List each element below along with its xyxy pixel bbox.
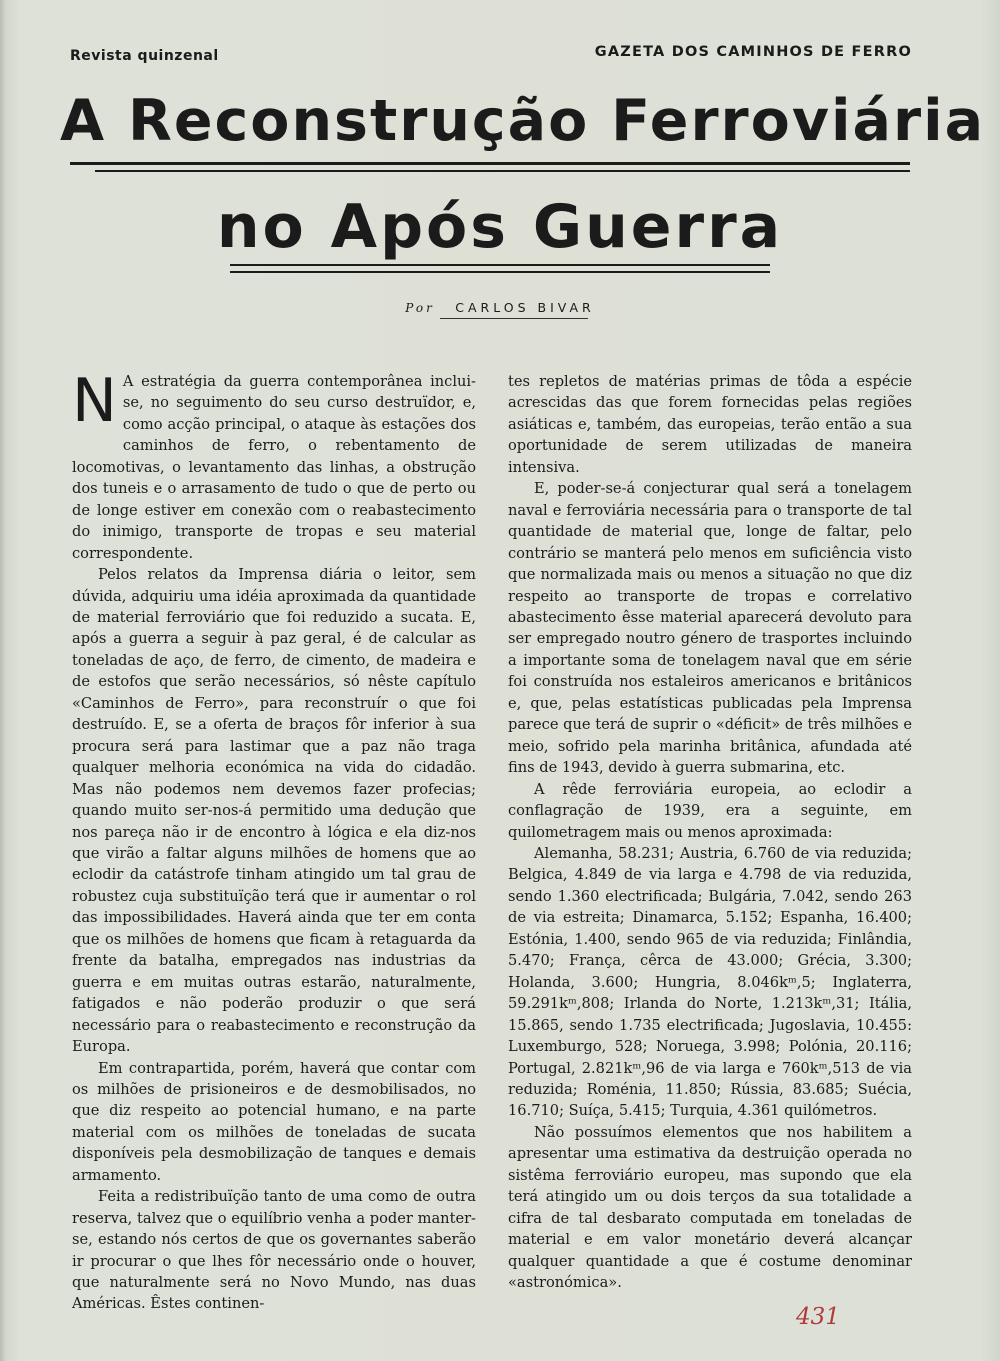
header-right: GAZETA DOS CAMINHOS DE FERRO <box>594 44 912 60</box>
byline <box>0 300 1000 315</box>
page-number: 431 <box>796 1304 840 1330</box>
paragraph-2: Pelos relatos da Imprensa diária o leitor, sem dúvida, adquiriu uma idéia aproximada da quantidade de material ferroviário que foi reduzido a sucata. E, após a guerra a seguir à paz geral, é de calcular as toneladas de aço, de ferro, de cimento, de madeira e de estofos que serão necessários, só nêste capítulo «Caminhos de Ferro», para reconstruír o que foi destruído. E, se a oferta de braços fôr inferior à sua procura será para lastimar que a paz não traga qualquer melhoria económica na vida do cidadão. Mas não podemos nem devemos fazer profecias; quando muito ser-nos-á permitido uma dedução que nos pareça não ir de encontro à lógica e ela diz-nos que virão a faltar alguns milhões de homens que ao eclodir da catástrofe tinham atingido um tal grau de robustez cuja substituïção terá que ir aumentar o rol das impossibilidades. Haverá ainda que ter em conta que os milhões de homens que ficam à retaguarda da frente da batalha, empregados nas industrias da guerra e em muitas outras estarão, naturalmente, fatigados e não poderão produzir o que será necessário para o reabastecimento e reconstrução da Europa. <box>72 566 476 1056</box>
article-column-left <box>72 366 476 1315</box>
byline-prefix: Por <box>405 301 435 315</box>
drop-cap: N <box>72 366 117 436</box>
paragraph-6: E, poder-se-á conjecturar qual será a tonelagem naval e ferroviária necessária para o transporte de tal quantidade de material que, longe de faltar, pelo contrário se manterá pelo menos em suficiência visto que normalizada mais ou menos a situação no que diz respeito ao transporte de tropas e correlativo abastecimento êsse material aparecerá devoluto para ser empregado noutro género de trasportes incluindo a importante soma de tonelagem naval que em série foi construída nos estaleiros americanos e britânicos e, que, pelas estatísticas publicadas pela Imprensa parece que terá de suprir o «déficit» de três milhões e meio, sofrido pela marinha britânica, afundada até fins de 1943, devido à guerra submarina, etc. <box>508 480 912 777</box>
paragraph-4: Feita a redistribuïção tanto de uma como de outra reserva, talvez que o equilíbrio venha a poder manter-se, estando nós certos de que os governantes saberão ir procurar o que lhes fôr necessário onde o houver, que naturalmente será no Novo Mundo, nas duas Américas. Êstes continen- <box>72 1188 476 1313</box>
paragraph-9: Não possuímos elementos que nos habilitem a apresentar uma estimativa da destruição operada no sistêma ferroviário europeu, mas supondo que ela terá atingido um ou dois terços da sua totalidade a cifra de tal desbarato computada em toneladas de material e em valor monetário deverá alcançar qualquer quantidade a que é costume denominar «astronómica». <box>508 1123 912 1292</box>
paragraph-1: N A estratégia da guerra contemporânea inclui-se, no seguimento do seu curso destruïdor, e, como acção principal, o ataque às estações dos caminhos de ferro, o rebentamento de locomotivas, o levantamento das linhas, a obstrução dos tuneis e o arrasamento de tudo o que de perto ou de longe estiver em conexão com o reabastecimento do inimigo, transporte de tropas e seu material correspondente. <box>72 366 476 562</box>
title-rule-bottom-1 <box>230 264 770 266</box>
paragraph-7: A rêde ferroviária europeia, ao eclodir a conflagração de 1939, era a seguinte, em quilometragem mais ou menos aproximada: <box>508 780 912 841</box>
title-rule-bottom-2 <box>230 271 770 273</box>
paragraph-5: tes repletos de matérias primas de tôda a espécie acrescidas das que forem fornecidas pelas regiões asiáticas e, também, das europeias, terão então a sua oportunidade de serem utilizadas de maneira intensiva. <box>508 373 912 476</box>
title-line-1: A Reconstrução Ferroviária <box>60 88 986 154</box>
paragraph-3: Em contrapartida, porém, haverá que contar com os milhões de prisioneiros e de desmobilisados, no que diz respeito ao potencial humano, e na parte material com os milhões de toneladas de sucata disponíveis pela desmobilização de tanques e demais armamento. <box>72 1059 476 1184</box>
byline-author: CARLOS BIVAR <box>455 300 595 315</box>
title-line-2: no Após Guerra <box>216 192 784 262</box>
byline-rule <box>440 318 588 319</box>
title-rule-top-1 <box>70 162 910 165</box>
header-left: Revista quinzenal <box>70 48 219 64</box>
title-rule-top-2 <box>95 170 910 172</box>
article-column-right <box>508 371 912 1293</box>
paragraph-8: Alemanha, 58.231; Austria, 6.760 de via reduzida; Belgica, 4.849 de via larga e 4.798 de via reduzida, sendo 1.360 electrificada; Bulgária, 7.042, sendo 263 de via estreita; Dinamarca, 5.152; Espanha, 16.400; Estónia, 1.400, sendo 965 de via reduzida; Finlândia, 5.470; França, cêrca de 43.000; Grécia, 3.300; Holanda, 3.600; Hungria, 8.046kᵐ,5; Inglaterra, 59.291kᵐ,808; Irlanda do Norte, 1.213kᵐ,31; Itália, 15.865, sendo 1.735 electrificada; Jugoslavia, 10.455: Luxemburgo, 528; Noruega, 3.998; Polónia, 20.116; Portugal, 2.821kᵐ,96 de via larga e 760kᵐ,513 de via reduzida; Roménia, 11.850; Rússia, 83.685; Suécia, 16.710; Suíça, 5.415; Turquia, 4.361 quilómetros. <box>508 844 912 1120</box>
